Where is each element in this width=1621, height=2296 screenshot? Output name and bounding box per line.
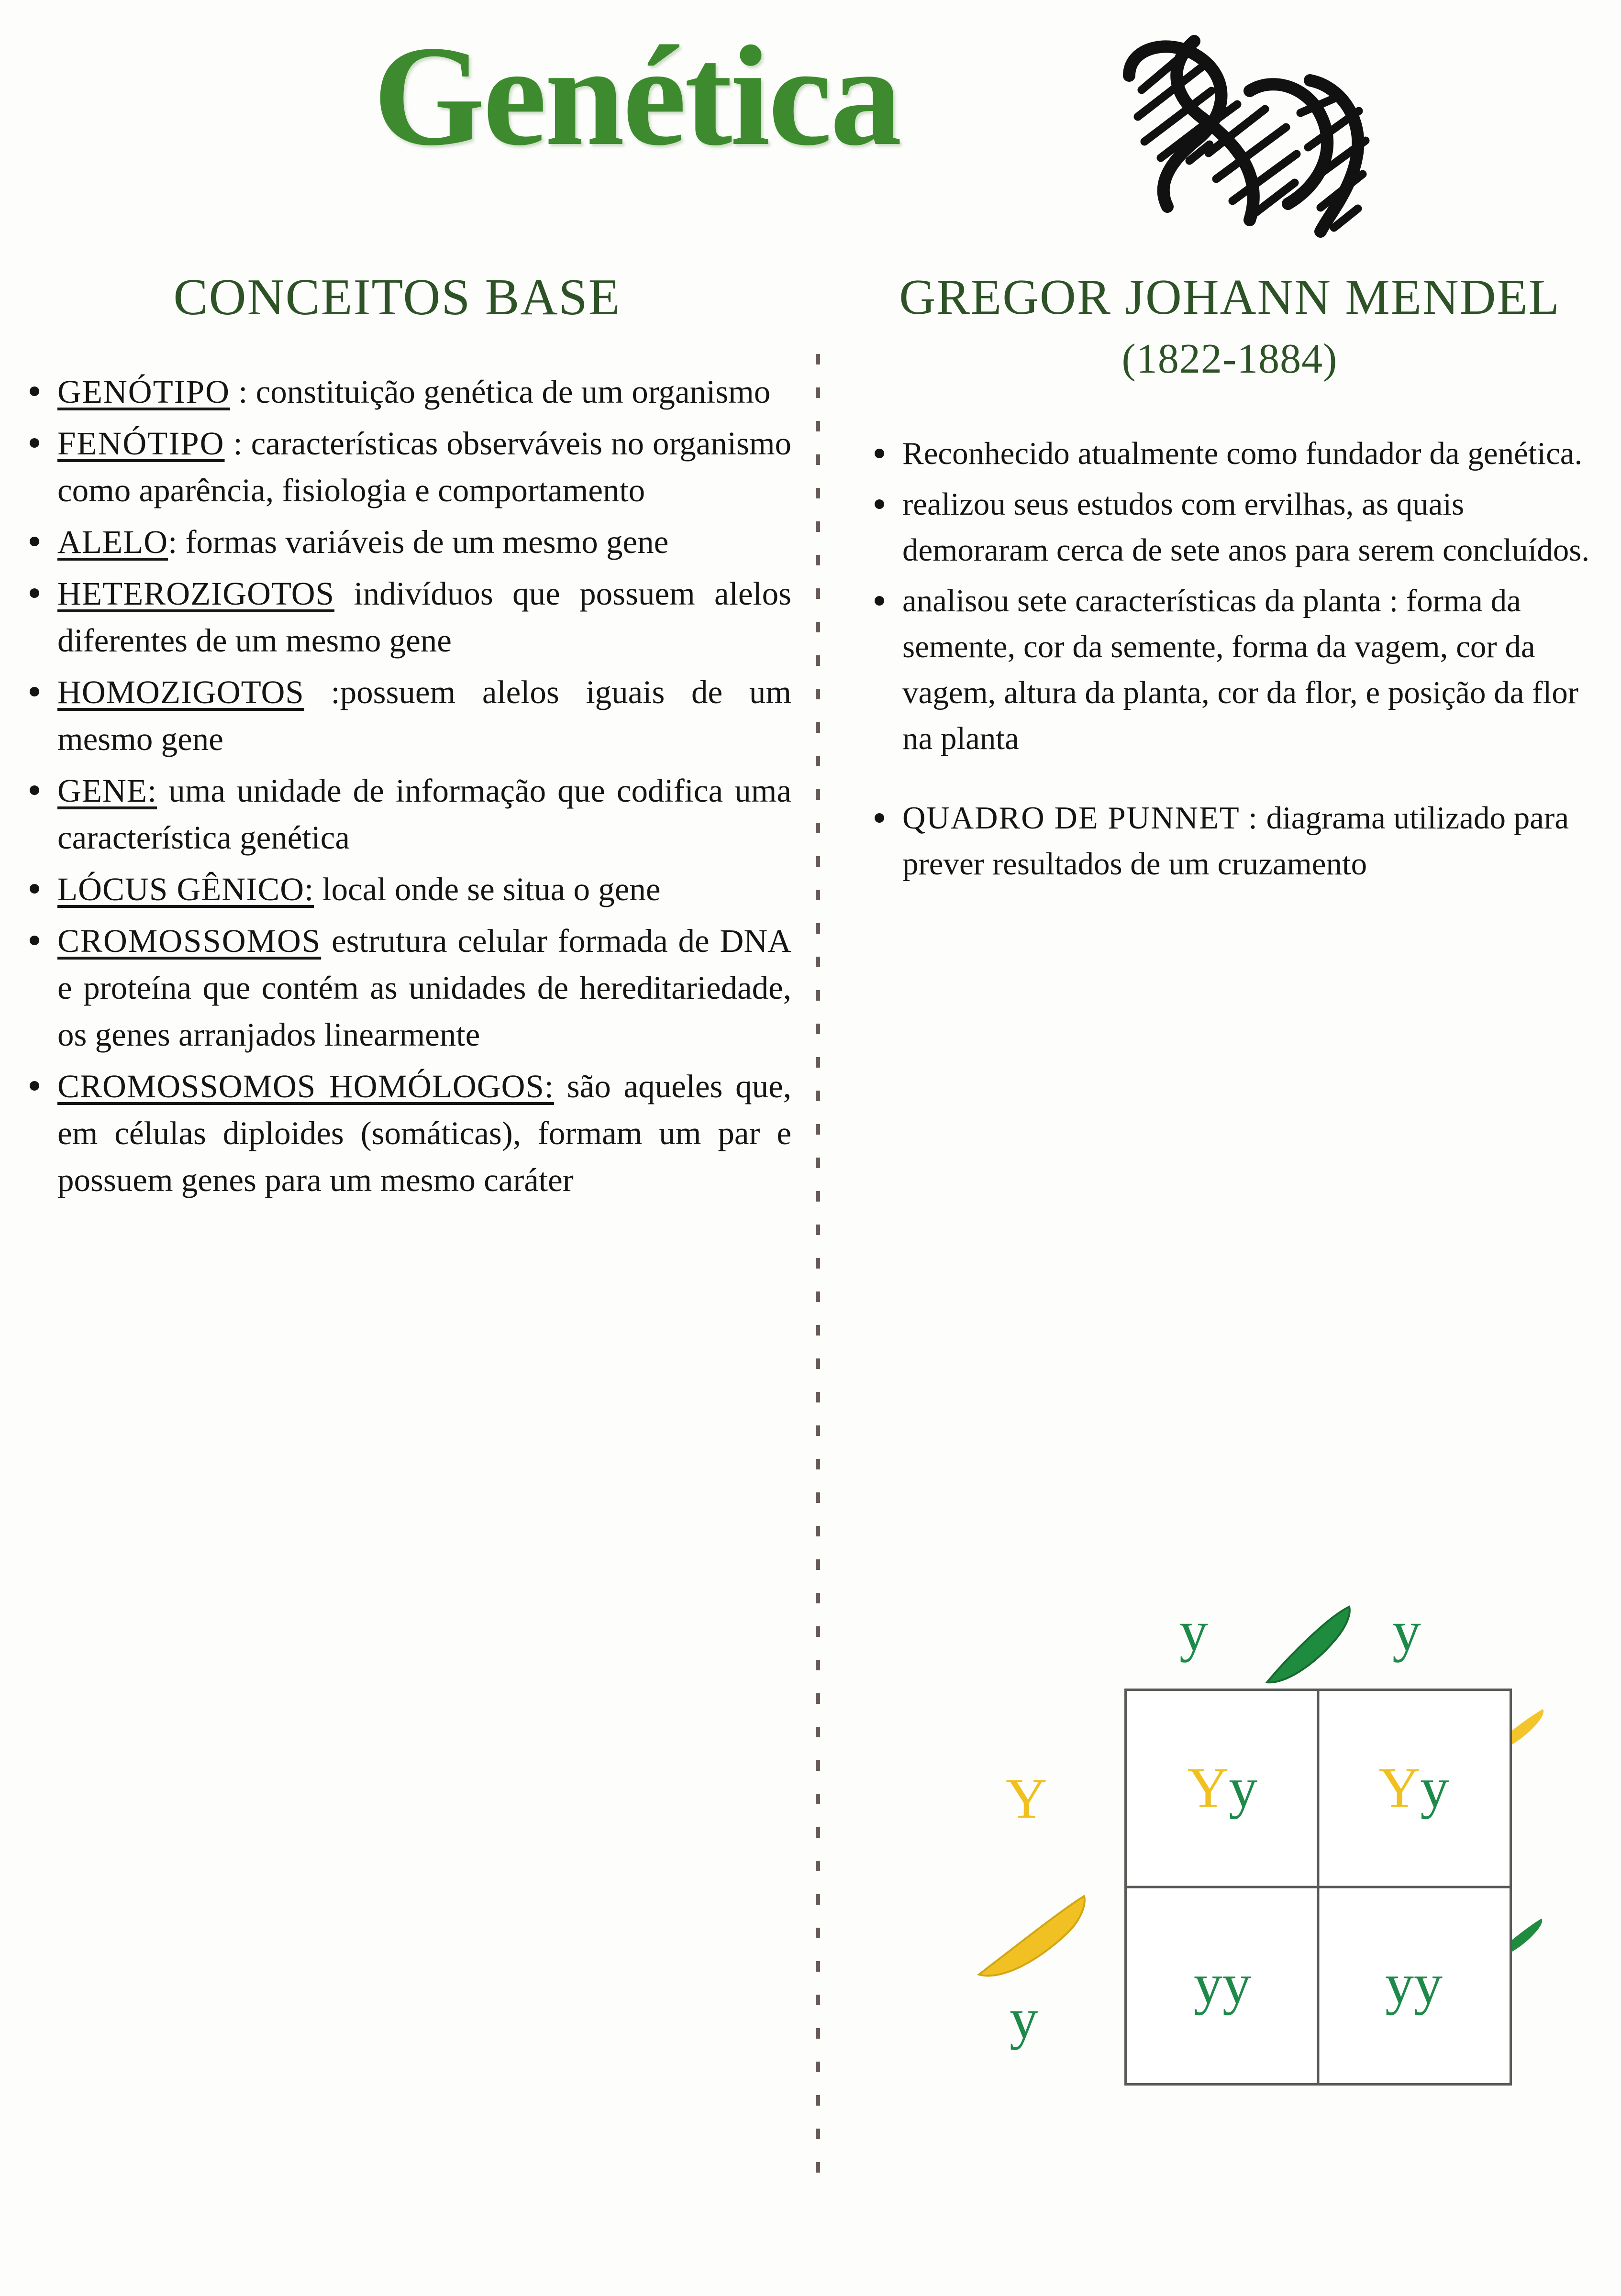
- term-definition: estrutura celular formada de DNA e proteína que contém as unidades de hereditariedade, os genes arranjados linearmente: [57, 923, 791, 1053]
- list-item: [16, 1063, 791, 1203]
- allele-second: y: [1420, 1755, 1449, 1820]
- list-item: [16, 368, 791, 415]
- mendel-years: (1822-1884): [1121, 336, 1338, 382]
- term-definition: características observáveis no organismo como aparência, fisiologia e comportamento: [57, 425, 792, 508]
- list-item: [16, 519, 791, 565]
- bullet-text: realizou seus estudos com ervilhas, as quais demoraram cerca de sete anos para serem concluídos.: [902, 486, 1590, 568]
- term-separator: [321, 923, 332, 959]
- punnett-left-allele-1: Y: [1006, 1766, 1047, 1830]
- punnett-cell-1: [1127, 1691, 1318, 1887]
- page-title: Genética: [373, 16, 900, 175]
- allele-second: y: [1222, 1952, 1251, 2016]
- term-label: GENE:: [57, 773, 157, 809]
- term-label: CROMOSSOMOS HOMÓLOGOS:: [57, 1068, 554, 1104]
- term-label: HOMOZIGOTOS: [57, 674, 304, 710]
- punnett-cell-4: [1318, 1887, 1510, 2083]
- punnett-cell-2: [1318, 1691, 1510, 1887]
- term-separator: :: [168, 524, 186, 560]
- term-separator: :: [304, 674, 340, 710]
- bullet-text: analisou sete características da planta : forma da semente, cor da semente, forma da vagem, cor da vagem, altura da planta, cor da flor, e posição da flor na planta: [902, 583, 1579, 756]
- punnett-cell-3: [1127, 1887, 1318, 2083]
- punnett-top-allele-1: y: [1179, 1599, 1208, 1663]
- term-label: CROMOSSOMOS: [57, 923, 322, 959]
- term-definition: são aqueles que, em células diploides (somáticas), formam um par e possuem genes para um mesmo caráter: [57, 1068, 791, 1198]
- list-item-punnet: [861, 795, 1608, 887]
- punnett-grid: [1124, 1689, 1512, 2086]
- column-divider: [816, 354, 820, 2186]
- section-heading-conceitos: CONCEITOS BASE: [173, 269, 621, 326]
- punnett-square: [938, 1588, 1560, 2157]
- dna-helix-icon: [1072, 19, 1407, 249]
- allele-second: y: [1414, 1952, 1443, 2016]
- list-item: [16, 669, 791, 762]
- section-heading-mendel: GREGOR JOHANN MENDEL: [899, 269, 1560, 325]
- right-column: [861, 430, 1608, 892]
- yellow-pea-pod-icon: [971, 1889, 1091, 1985]
- list-item: [861, 578, 1608, 762]
- term-separator: [1258, 800, 1266, 836]
- allele-first: Y: [1187, 1755, 1229, 1820]
- term-separator: [314, 871, 322, 907]
- allele-second: y: [1229, 1755, 1258, 1820]
- conceitos-list: [16, 368, 791, 1203]
- allele-first: y: [1194, 1952, 1222, 2016]
- list-item: [861, 481, 1608, 573]
- punnett-left-allele-2: y: [1010, 1987, 1038, 2050]
- term-definition: local onde se situa o gene: [322, 871, 661, 907]
- term-definition: uma unidade de informação que codifica uma característica genética: [57, 773, 791, 856]
- allele-first: y: [1385, 1952, 1414, 2016]
- term-label: ALELO: [57, 524, 168, 560]
- term-definition: constituição genética de um organismo: [255, 374, 771, 410]
- term-label: QUADRO DE PUNNET :: [902, 800, 1258, 836]
- list-item: [861, 430, 1608, 476]
- list-item: [16, 917, 791, 1058]
- term-definition: diagrama utilizado para prever resultados de um cruzamento: [902, 800, 1569, 882]
- term-definition: possuem alelos iguais de um mesmo gene: [57, 674, 792, 757]
- bullet-text: Reconhecido atualmente como fundador da genética.: [902, 436, 1583, 471]
- list-item: [16, 866, 791, 913]
- punnett-top-allele-2: y: [1392, 1599, 1421, 1663]
- term-separator: [157, 773, 168, 809]
- term-separator: :: [230, 374, 256, 410]
- term-separator: [334, 575, 354, 612]
- term-label: FENÓTIPO: [57, 425, 225, 462]
- term-separator: :: [224, 425, 251, 462]
- allele-first: Y: [1378, 1755, 1421, 1820]
- left-column: [16, 368, 791, 1208]
- term-separator: [554, 1068, 567, 1104]
- term-label: HETEROZIGOTOS: [57, 575, 335, 612]
- term-label: LÓCUS GÊNICO:: [57, 871, 314, 907]
- list-item: [16, 767, 791, 861]
- term-definition: formas variáveis de um mesmo gene: [185, 524, 669, 560]
- term-label: GENÓTIPO: [57, 374, 230, 410]
- list-item: [16, 420, 791, 514]
- mendel-list: [861, 430, 1608, 887]
- term-definition: indivíduos que possuem alelos diferentes de um mesmo gene: [57, 575, 791, 659]
- list-item: [16, 570, 791, 664]
- green-pea-pod-icon: [1257, 1600, 1358, 1691]
- page-header: [0, 14, 1621, 196]
